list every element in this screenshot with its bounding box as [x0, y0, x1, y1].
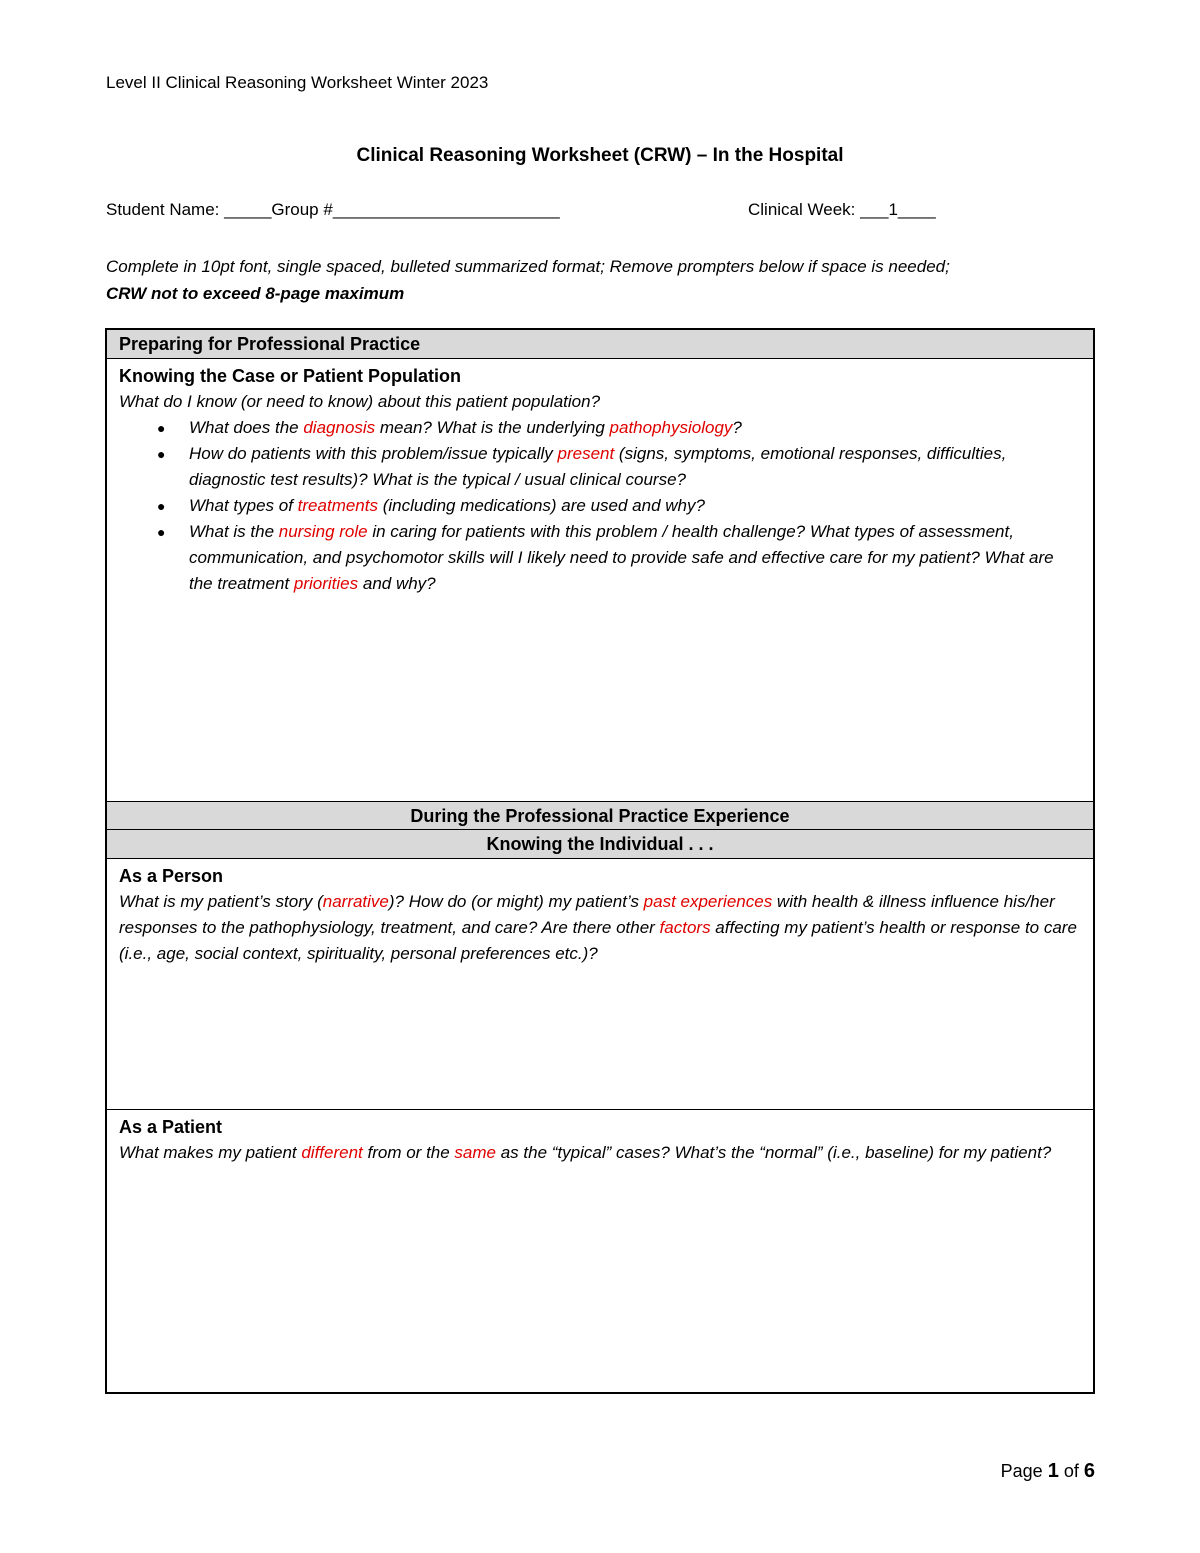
bullet-icon: ● [157, 498, 166, 514]
bullet-icon: ● [157, 446, 166, 462]
bullet-present [119, 441, 1079, 493]
instructions-line-1: Complete in 10pt font, single spaced, bulleted summarized format; Remove prompters below if space is needed; [106, 257, 950, 276]
emphasis-text: same [454, 1143, 496, 1162]
bullet-icon: ● [157, 524, 166, 540]
bullet-text: (including medications) are used and why? [377, 496, 705, 515]
emphasis-text: treatments [297, 496, 378, 515]
prompt-population: What do I know (or need to know) about this patient population? [119, 392, 601, 411]
bullet-text: in caring for patients with this problem / health challenge? What types of assessment, communication, and psychomotor skills will I likely need to provide safe and effective care for my patient? What are the treatment [189, 522, 1054, 593]
prompt-bullet-list [119, 415, 1079, 597]
page-number [1001, 1460, 1095, 1483]
section-band-preparing: Preparing for Professional Practice [107, 330, 1093, 359]
prompt-person: What is my patient’s story (narrative)? How do (or might) my patient’s past experiences with health & illness influence his/her responses to the pathophysiology, treatment, and care? Are there other factors affecting my patient’s health or response to care (i.e., age, social context, spirituality, personal preferences etc.)? [119, 892, 1077, 963]
emphasis-text: different [301, 1143, 363, 1162]
emphasis-text: diagnosis [303, 418, 376, 437]
emphasis-text: present [557, 444, 615, 463]
cell-title-patient: As a Patient [119, 1117, 223, 1137]
row-divider [107, 1109, 1093, 1110]
clinical-week-line: Clinical Week: ___1____ [748, 200, 936, 219]
bullet-text: ? [732, 418, 742, 437]
running-header: Level II Clinical Reasoning Worksheet Winter 2023 [106, 73, 489, 92]
cell-as-a-person [119, 863, 1079, 967]
section-band-knowing-individual: Knowing the Individual . . . [107, 830, 1093, 859]
cell-as-a-patient [119, 1114, 1079, 1166]
cell-title-person: As a Person [119, 866, 224, 886]
emphasis-text: past experiences [643, 892, 773, 911]
bullet-text: What is the [189, 522, 279, 541]
total-pages: 6 [1083, 1460, 1095, 1482]
of-word: of [1063, 1461, 1079, 1481]
bullet-text: How do patients with this problem/issue typically [189, 444, 558, 463]
emphasis-text: priorities [293, 574, 359, 593]
instructions [106, 253, 1096, 307]
current-page: 1 [1047, 1460, 1059, 1482]
cell-title-knowing-case: Knowing the Case or Patient Population [119, 366, 462, 386]
bullet-text: What does the [189, 418, 304, 437]
bullet-treatments [119, 493, 1079, 519]
bullet-text: and why? [358, 574, 436, 593]
emphasis-text: pathophysiology [609, 418, 733, 437]
section-band-during: During the Professional Practice Experience [107, 801, 1093, 830]
bullet-text: (signs, symptoms, emotional responses, difficulties, diagnostic test results)? What is the typical / usual clinical course? [189, 444, 1007, 489]
emphasis-text: nursing role [278, 522, 368, 541]
bullet-text: What types of [189, 496, 298, 515]
bullet-diagnosis [119, 415, 1079, 441]
emphasis-text: narrative [322, 892, 389, 911]
bullet-icon: ● [157, 420, 166, 436]
student-name-group-line: Student Name: _____Group #________________________ [106, 200, 560, 219]
instructions-line-2: CRW not to exceed 8-page maximum [106, 284, 405, 303]
bullet-text: mean? What is the underlying [375, 418, 610, 437]
cell-knowing-the-case [119, 363, 1079, 597]
bullet-nursing-role [119, 519, 1079, 597]
emphasis-text: factors [659, 918, 711, 937]
page-word: Page [1000, 1461, 1043, 1481]
prompt-patient: What makes my patient different from or the same as the “typical” cases? What’s the “normal” (i.e., baseline) for my patient? [119, 1143, 1052, 1162]
worksheet-table [105, 328, 1095, 1394]
document-title: Clinical Reasoning Worksheet (CRW) – In the Hospital [356, 145, 844, 166]
